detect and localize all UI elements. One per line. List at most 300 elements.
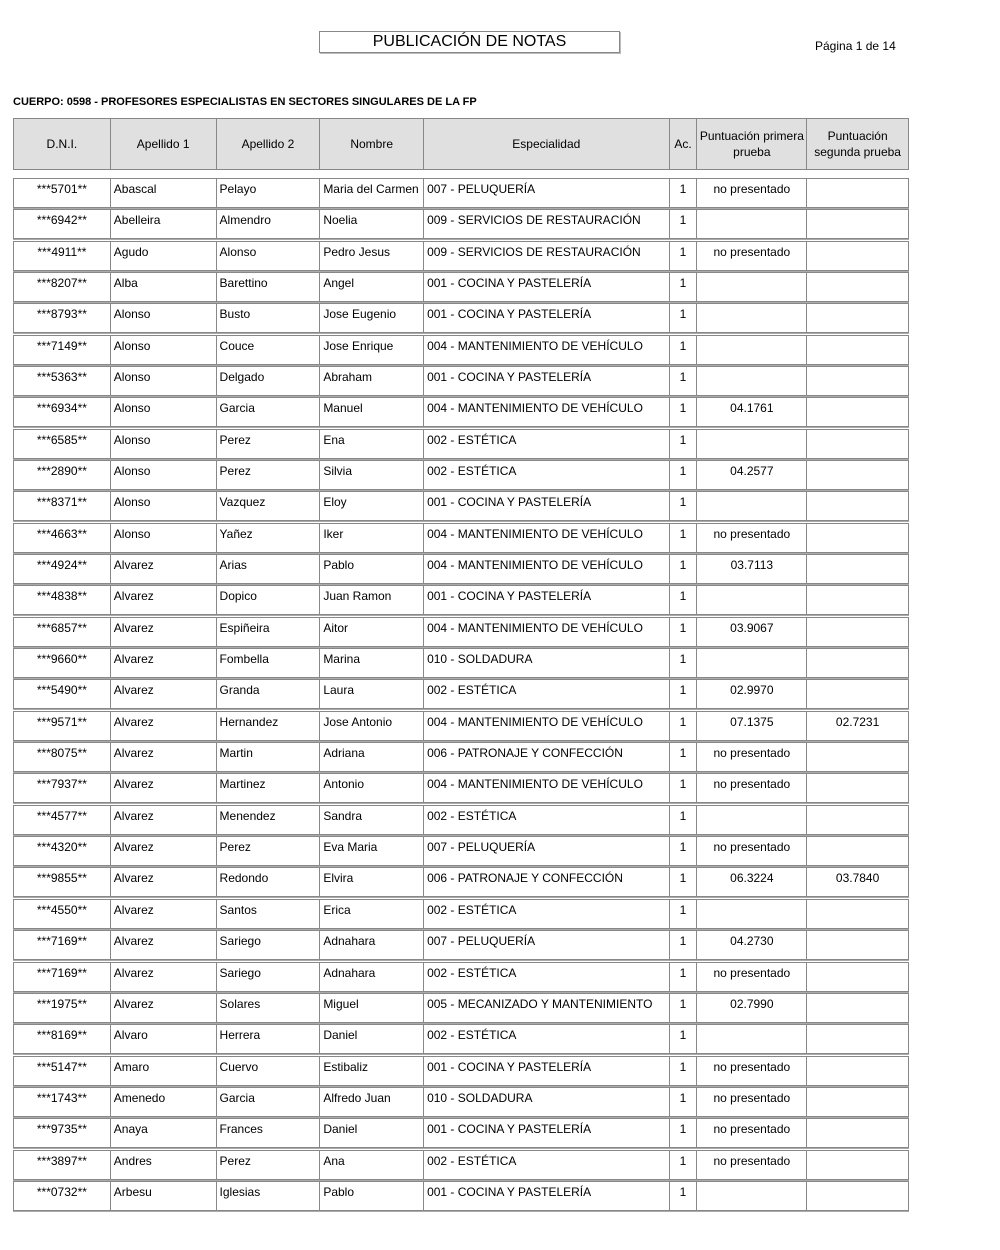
column-header: Puntuación segunda prueba: [814, 129, 901, 159]
table-row: [13, 335, 909, 365]
table-cell: 1: [670, 774, 698, 802]
table-cell: Fombella: [217, 649, 321, 677]
table-cell: ***4550**: [14, 900, 111, 928]
table-cell: ***8793**: [14, 304, 111, 332]
table-cell: 1: [670, 1151, 698, 1179]
table-row: [13, 460, 909, 490]
table-cell: ***8075**: [14, 743, 111, 771]
table-cell: ***4663**: [14, 524, 111, 552]
table-cell: 001 - COCINA Y PASTELERÍA: [424, 586, 669, 614]
table-cell: Daniel: [320, 1119, 424, 1147]
table-cell: 002 - ESTÉTICA: [424, 1025, 669, 1053]
table-cell: ***9660**: [14, 649, 111, 677]
table-cell: 02.9970: [697, 680, 807, 708]
table-cell: ***1975**: [14, 994, 111, 1022]
table-cell: 1: [670, 242, 698, 270]
table-cell: Iglesias: [217, 1182, 321, 1210]
table-cell: Espiñeira: [217, 618, 321, 646]
table-cell: ***7149**: [14, 336, 111, 364]
table-cell: Menendez: [217, 806, 321, 834]
table-cell: 04.2730: [697, 931, 807, 959]
table-cell: Alonso: [111, 367, 217, 395]
table-cell: Redondo: [217, 868, 321, 896]
table-cell: Alvarez: [111, 743, 217, 771]
table-cell: [697, 1025, 807, 1053]
table-cell: 006 - PATRONAJE Y CONFECCIÓN: [424, 743, 669, 771]
table-cell: ***2890**: [14, 461, 111, 489]
table-cell: 004 - MANTENIMIENTO DE VEHÍCULO: [424, 524, 669, 552]
table-cell: 002 - ESTÉTICA: [424, 806, 669, 834]
table-cell: ***8371**: [14, 492, 111, 520]
table-cell: ***5363**: [14, 367, 111, 395]
table-cell: Perez: [217, 1151, 321, 1179]
table-cell: 02.7231: [835, 714, 880, 729]
table-cell: 1: [670, 806, 698, 834]
table-cell: Granda: [217, 680, 321, 708]
table-cell: [807, 1057, 908, 1085]
table-cell: no presentado: [697, 1119, 807, 1147]
table-cell: Barettino: [217, 273, 321, 301]
table-cell: 004 - MANTENIMIENTO DE VEHÍCULO: [424, 712, 669, 740]
table-cell: ***5701**: [14, 179, 111, 207]
table-cell: ***9735**: [14, 1119, 111, 1147]
table-cell: Alvarez: [111, 680, 217, 708]
table-cell: [697, 304, 807, 332]
table-cell: Miguel: [320, 994, 424, 1022]
table-cell: 002 - ESTÉTICA: [424, 900, 669, 928]
table-cell: Martin: [217, 743, 321, 771]
table-cell: 009 - SERVICIOS DE RESTAURACIÓN: [424, 210, 669, 238]
table-cell: Garcia: [217, 398, 321, 426]
table-cell: [807, 242, 908, 270]
table-cell: Almendro: [217, 210, 321, 238]
table-cell: 1: [670, 1182, 698, 1210]
table-cell: 1: [670, 461, 698, 489]
table-cell: Ana: [320, 1151, 424, 1179]
table-cell: 007 - PELUQUERÍA: [424, 179, 669, 207]
table-cell: Adnahara: [320, 931, 424, 959]
table-cell: 007 - PELUQUERÍA: [424, 837, 669, 865]
table-cell: Alvaro: [111, 1025, 217, 1053]
table-cell: 010 - SOLDADURA: [424, 649, 669, 677]
table-cell: 07.1375: [697, 712, 807, 740]
table-cell: 1: [670, 712, 698, 740]
table-cell: [807, 931, 908, 959]
table-cell: Alvarez: [111, 806, 217, 834]
table-cell: [807, 994, 908, 1022]
table-cell: 1: [670, 1057, 698, 1085]
table-cell: Amaro: [111, 1057, 217, 1085]
table-cell: [697, 430, 807, 458]
table-cell: 03.7113: [697, 555, 807, 583]
table-row: [13, 962, 909, 992]
table-cell: [697, 586, 807, 614]
table-row: [13, 773, 909, 803]
table-cell: 001 - COCINA Y PASTELERÍA: [424, 304, 669, 332]
table-cell: Garcia: [217, 1088, 321, 1116]
table-row: [13, 1118, 909, 1148]
table-cell: ***5147**: [14, 1057, 111, 1085]
table-cell: ***4838**: [14, 586, 111, 614]
table-cell: Ena: [320, 430, 424, 458]
table-cell: 1: [670, 524, 698, 552]
table-cell: Marina: [320, 649, 424, 677]
table-row: [13, 429, 909, 459]
table-cell: 03.7840: [835, 871, 880, 886]
table-cell: Cuervo: [217, 1057, 321, 1085]
table-cell: Alvarez: [111, 931, 217, 959]
table-cell: 1: [670, 555, 698, 583]
table-cell: [807, 273, 908, 301]
page-number: Página 1 de 14: [815, 39, 896, 53]
table-cell: [807, 963, 908, 991]
table-cell: [807, 524, 908, 552]
table-cell: Jose Antonio: [320, 712, 424, 740]
table-cell: Herrera: [217, 1025, 321, 1053]
table-cell: 004 - MANTENIMIENTO DE VEHÍCULO: [424, 336, 669, 364]
table-cell: 005 - MECANIZADO Y MANTENIMIENTO: [424, 994, 669, 1022]
table-row: [13, 178, 909, 208]
table-cell: 001 - COCINA Y PASTELERÍA: [424, 492, 669, 520]
table-cell: Alonso: [111, 524, 217, 552]
table-cell: no presentado: [697, 774, 807, 802]
table-row: [13, 742, 909, 772]
table-cell: Alvarez: [111, 649, 217, 677]
table-cell: [807, 586, 908, 614]
table-row: [13, 867, 909, 897]
table-cell: Alvarez: [111, 618, 217, 646]
table-cell: Angel: [320, 273, 424, 301]
table-cell: Perez: [217, 461, 321, 489]
table-cell: ***3897**: [14, 1151, 111, 1179]
table-cell: Adnahara: [320, 963, 424, 991]
table-cell: 1: [670, 900, 698, 928]
table-cell: 001 - COCINA Y PASTELERÍA: [424, 1057, 669, 1085]
table-cell: ***0732**: [14, 1182, 111, 1210]
table-cell: ***7937**: [14, 774, 111, 802]
table-cell: 007 - PELUQUERÍA: [424, 931, 669, 959]
table-row: [13, 303, 909, 333]
table-cell: no presentado: [697, 179, 807, 207]
table-cell: Pedro Jesus: [320, 242, 424, 270]
table-cell: Abelleira: [111, 210, 217, 238]
table-cell: Busto: [217, 304, 321, 332]
table-cell: [697, 492, 807, 520]
table-cell: no presentado: [697, 837, 807, 865]
table-cell: 1: [670, 1119, 698, 1147]
table-cell: no presentado: [697, 1057, 807, 1085]
table-cell: [697, 1182, 807, 1210]
table-cell: ***6942**: [14, 210, 111, 238]
table-cell: [807, 680, 908, 708]
table-cell: 1: [670, 994, 698, 1022]
table-cell: 010 - SOLDADURA: [424, 1088, 669, 1116]
table-cell: Alvarez: [111, 555, 217, 583]
table-cell: 1: [670, 304, 698, 332]
table-cell: ***6857**: [14, 618, 111, 646]
table-cell: Sariego: [217, 931, 321, 959]
table-cell: Jose Enrique: [320, 336, 424, 364]
table-cell: Arbesu: [111, 1182, 217, 1210]
table-cell: no presentado: [697, 963, 807, 991]
table-cell: Sandra: [320, 806, 424, 834]
table-cell: 004 - MANTENIMIENTO DE VEHÍCULO: [424, 774, 669, 802]
table-cell: Noelia: [320, 210, 424, 238]
table-row: [13, 491, 909, 521]
table-cell: Pablo: [320, 555, 424, 583]
table-cell: 002 - ESTÉTICA: [424, 461, 669, 489]
table-cell: [697, 900, 807, 928]
table-cell: 1: [670, 273, 698, 301]
table-cell: [807, 210, 908, 238]
column-header: D.N.I.: [14, 119, 111, 169]
table-cell: 03.9067: [697, 618, 807, 646]
table-cell: 1: [670, 586, 698, 614]
column-header: Ac.: [670, 119, 698, 169]
table-cell: Amenedo: [111, 1088, 217, 1116]
table-cell: 1: [670, 492, 698, 520]
table-row: [13, 805, 909, 835]
table-cell: 002 - ESTÉTICA: [424, 963, 669, 991]
table-cell: Perez: [217, 837, 321, 865]
table-cell: ***6934**: [14, 398, 111, 426]
table-cell: Juan Ramon: [320, 586, 424, 614]
table-cell: 06.3224: [697, 868, 807, 896]
table-cell: ***6585**: [14, 430, 111, 458]
table-cell: [697, 649, 807, 677]
table-row: [13, 899, 909, 929]
table-cell: [807, 837, 908, 865]
table-cell: Alonso: [111, 430, 217, 458]
table-cell: 1: [670, 837, 698, 865]
table-cell: Vazquez: [217, 492, 321, 520]
table-cell: [697, 367, 807, 395]
table-row: [13, 585, 909, 615]
table-cell: 1: [670, 1025, 698, 1053]
table-cell: 1: [670, 1088, 698, 1116]
table-cell: Silvia: [320, 461, 424, 489]
table-cell: Pablo: [320, 1182, 424, 1210]
cuerpo-heading: CUERPO: 0598 - PROFESORES ESPECIALISTAS EN SECTORES SINGULARES DE LA FP: [13, 96, 477, 108]
table-cell: Erica: [320, 900, 424, 928]
table-cell: 1: [670, 430, 698, 458]
table-cell: 1: [670, 618, 698, 646]
table-cell: Couce: [217, 336, 321, 364]
table-cell: Eloy: [320, 492, 424, 520]
table-cell: Arias: [217, 555, 321, 583]
table-cell: [807, 304, 908, 332]
table-cell: Frances: [217, 1119, 321, 1147]
table-cell: 1: [670, 680, 698, 708]
table-cell: 1: [670, 179, 698, 207]
table-cell: [697, 336, 807, 364]
table-cell: Iker: [320, 524, 424, 552]
table-cell: no presentado: [697, 1088, 807, 1116]
table-row: [13, 930, 909, 960]
table-row: [13, 993, 909, 1023]
table-cell: Abascal: [111, 179, 217, 207]
table-row: [13, 836, 909, 866]
table-cell: no presentado: [697, 242, 807, 270]
table-cell: 1: [670, 336, 698, 364]
table-cell: Alvarez: [111, 586, 217, 614]
table-cell: [697, 273, 807, 301]
table-cell: [807, 1025, 908, 1053]
table-cell: [807, 430, 908, 458]
table-cell: ***5490**: [14, 680, 111, 708]
table-cell: [807, 1151, 908, 1179]
table-cell: [807, 367, 908, 395]
table-cell: [807, 1119, 908, 1147]
table-cell: ***9855**: [14, 868, 111, 896]
table-cell: no presentado: [697, 524, 807, 552]
table-cell: 002 - ESTÉTICA: [424, 430, 669, 458]
table-cell: [807, 492, 908, 520]
table-row: [13, 648, 909, 678]
table-cell: Manuel: [320, 398, 424, 426]
table-cell: ***4577**: [14, 806, 111, 834]
table-cell: Alonso: [111, 492, 217, 520]
table-cell: 002 - ESTÉTICA: [424, 680, 669, 708]
table-cell: 1: [670, 963, 698, 991]
table-cell: [807, 179, 908, 207]
table-row: [13, 679, 909, 709]
table-cell: Alvarez: [111, 963, 217, 991]
table-cell: 001 - COCINA Y PASTELERÍA: [424, 1182, 669, 1210]
table-cell: ***4911**: [14, 242, 111, 270]
table-cell: no presentado: [697, 743, 807, 771]
table-row: [13, 1087, 909, 1117]
table-cell: Alvarez: [111, 712, 217, 740]
table-cell: Laura: [320, 680, 424, 708]
table-cell: Anaya: [111, 1119, 217, 1147]
table-cell: Solares: [217, 994, 321, 1022]
table-header: [13, 118, 909, 170]
table-cell: 002 - ESTÉTICA: [424, 1151, 669, 1179]
table-row: [13, 1024, 909, 1054]
table-row: [13, 711, 909, 741]
table-row: [13, 397, 909, 427]
table-cell: Alfredo Juan: [320, 1088, 424, 1116]
table-cell: ***1743**: [14, 1088, 111, 1116]
table-cell: [697, 806, 807, 834]
table-cell: Maria del Carmen: [320, 179, 424, 207]
table-cell: Alonso: [111, 461, 217, 489]
table-cell: ***8207**: [14, 273, 111, 301]
table-cell: Alonso: [111, 336, 217, 364]
table-cell: Antonio: [320, 774, 424, 802]
table-cell: ***7169**: [14, 931, 111, 959]
table-cell: [807, 398, 908, 426]
table-cell: 006 - PATRONAJE Y CONFECCIÓN: [424, 868, 669, 896]
table-cell: Eva Maria: [320, 837, 424, 865]
table-row: [13, 1056, 909, 1086]
table-row: [13, 209, 909, 239]
column-header: Nombre: [320, 119, 424, 169]
table-cell: 1: [670, 931, 698, 959]
table-cell: Abraham: [320, 367, 424, 395]
table-cell: 004 - MANTENIMIENTO DE VEHÍCULO: [424, 398, 669, 426]
table-cell: Delgado: [217, 367, 321, 395]
table-cell: 001 - COCINA Y PASTELERÍA: [424, 273, 669, 301]
table-cell: 001 - COCINA Y PASTELERÍA: [424, 367, 669, 395]
table-cell: ***9571**: [14, 712, 111, 740]
table-cell: Pelayo: [217, 179, 321, 207]
table-cell: Estibaliz: [320, 1057, 424, 1085]
table-row: [13, 1150, 909, 1180]
table-cell: ***4924**: [14, 555, 111, 583]
table-row: [13, 241, 909, 271]
table-cell: Elvira: [320, 868, 424, 896]
table-cell: 004 - MANTENIMIENTO DE VEHÍCULO: [424, 555, 669, 583]
table-cell: Alvarez: [111, 868, 217, 896]
table-cell: Alonso: [111, 398, 217, 426]
table-cell: Aitor: [320, 618, 424, 646]
table-cell: [807, 336, 908, 364]
table-cell: [697, 210, 807, 238]
table-cell: Andres: [111, 1151, 217, 1179]
table-cell: Alvarez: [111, 900, 217, 928]
table-cell: [807, 555, 908, 583]
column-header: Apellido 1: [111, 119, 217, 169]
table-cell: Dopico: [217, 586, 321, 614]
table-cell: [807, 774, 908, 802]
table-cell: [807, 1182, 908, 1210]
table-cell: ***8169**: [14, 1025, 111, 1053]
document-title: PUBLICACIÓN DE NOTAS: [319, 31, 620, 53]
table-cell: 1: [670, 743, 698, 771]
table-cell: [807, 618, 908, 646]
table-cell: Jose Eugenio: [320, 304, 424, 332]
table-cell: 04.1761: [697, 398, 807, 426]
table-row: [13, 523, 909, 553]
table-cell: Sariego: [217, 963, 321, 991]
table-cell: [807, 743, 908, 771]
column-header: Apellido 2: [217, 119, 321, 169]
table-row: [13, 272, 909, 302]
table-cell: Alonso: [217, 242, 321, 270]
table-row: [13, 1181, 909, 1211]
table-cell: 004 - MANTENIMIENTO DE VEHÍCULO: [424, 618, 669, 646]
table-row: [13, 554, 909, 584]
table-cell: 04.2577: [697, 461, 807, 489]
table-cell: 1: [670, 367, 698, 395]
table-cell: 1: [670, 649, 698, 677]
table-cell: 009 - SERVICIOS DE RESTAURACIÓN: [424, 242, 669, 270]
table-cell: 001 - COCINA Y PASTELERÍA: [424, 1119, 669, 1147]
table-cell: Hernandez: [217, 712, 321, 740]
table-cell: Santos: [217, 900, 321, 928]
table-cell: Martinez: [217, 774, 321, 802]
table-cell: Alvarez: [111, 774, 217, 802]
table-cell: [807, 461, 908, 489]
table-cell: ***4320**: [14, 837, 111, 865]
table-cell: ***7169**: [14, 963, 111, 991]
table-cell: Daniel: [320, 1025, 424, 1053]
table-cell: Agudo: [111, 242, 217, 270]
table-cell: 1: [670, 210, 698, 238]
table-cell: Alvarez: [111, 837, 217, 865]
table-row: [13, 617, 909, 647]
table-cell: Adriana: [320, 743, 424, 771]
table-cell: Alvarez: [111, 994, 217, 1022]
table-cell: Alonso: [111, 304, 217, 332]
table-cell: Perez: [217, 430, 321, 458]
table-cell: no presentado: [697, 1151, 807, 1179]
table-cell: [807, 900, 908, 928]
table-cell: 1: [670, 398, 698, 426]
column-header: Especialidad: [424, 119, 669, 169]
